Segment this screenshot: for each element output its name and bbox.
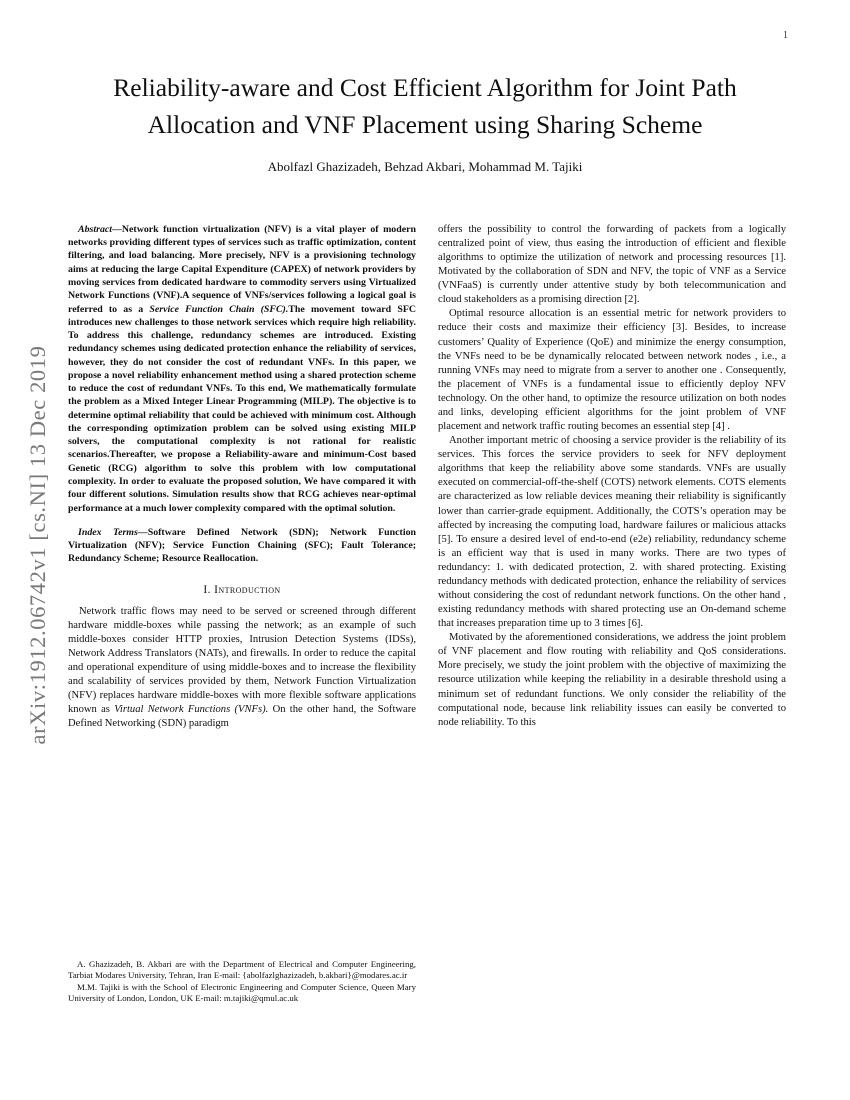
paper-header <box>0 0 850 175</box>
abstract-italic-term: Service Function Chain (SFC). <box>149 303 289 315</box>
author-footnote <box>68 945 416 1005</box>
abstract-label: Abstract— <box>78 223 122 235</box>
paper-title: Reliability-aware and Cost Efficient Algorithm for Joint Path Allocation and VNF Placement using Sharing Scheme <box>113 73 737 139</box>
two-column-body <box>68 223 786 1005</box>
body-paragraph: Another important metric of choosing a service provider is the reliability of its services. This forces the service providers to seek for NFV deployment algorithms that keep the reliability above some standards. VNFs are usually executed on commercial-off-the-shelf (COTS) network elements. COTS elements are characterized as low reliable devices meaning their reliability is significantly lower than carrier-grade equipment. Additionally, the COTS’s operation may be affected by increasing the computing load, hardware failures or malicious attacks [5]. To ensure a desired level of end-to-end (e2e) reliability, redundancy scheme is an efficient way that is used in many works. There are two types of redundancy: 1. with dedicated protection, 2. with shared protecting. Existing redundancy methods with dedicated protection, enhance the reliability of services without considering the cost of redundant network functions. On the other hand , existing redundancy methods with shared protecting use an On-demand scheme that increases preparation time up to 3 times [6]. <box>438 435 786 630</box>
index-terms-label: Index Terms— <box>78 526 148 538</box>
body-paragraph: offers the possibility to control the forwarding of packets from a logically centralized point of view, thus easing the introduction of efficient and flexible algorithms to optimize the utilization of network and processing resources [1]. Motivated by the collaboration of SDN and NFV, the topic of VNF as a Service (VNFaaS) is currently under attentive study by both telecommunication and cloud stakeholders as a promising direction [2]. <box>438 223 786 306</box>
page-number: 1 <box>783 30 788 41</box>
introduction-italic-term: Virtual Network Functions (VNFs). <box>114 704 269 716</box>
right-column <box>438 223 786 1005</box>
section-heading-introduction: I. Introduction <box>203 583 281 596</box>
index-terms-text: Software Defined Network (SDN); Network Function Virtualization (NFV); Service Function Chaining (SFC); Fault Tolerance; Redundancy Scheme; Resource Reallocation. <box>68 526 416 565</box>
left-column <box>68 223 416 1005</box>
arxiv-watermark: arXiv:1912.06742v1 [cs.NI] 13 Dec 2019 <box>25 345 50 745</box>
footnote-affiliation-2: M.M. Tajiki is with the School of Electronic Engineering and Computer Science, Queen Mary University of London, London, UK E-mail: m.tajiki@qmul.ac.uk <box>68 981 416 1004</box>
body-paragraph: Motivated by the aforementioned considerations, we address the joint problem of VNF placement and flow routing with reliability and QoS considerations. More precisely, we study the joint problem with the objective of maximizing the resource utilization while keeping the reliability in a desirable threshold using a minimum set of redundant functions. We only consider the reliability of the computational node, because link reliability issues can easily be converted to node reliability. To this <box>438 632 786 728</box>
introduction-text-1: Network traffic flows may need to be served or screened through different hardware middle-boxes while passing the network; as an example of such middle-boxes consider HTTP proxies, Intrusion Detection Systems (IDSs), Network Address Translators (NATs), and firewalls. In order to reduce the capital and operational expenditure of using middle-boxes and to increase the flexibility and scalability of services provided by them, Network Function Virtualization (NFV) replaces hardware middle-boxes with more flexible software applications known as <box>68 605 416 716</box>
introduction-paragraph <box>68 605 416 732</box>
paper-authors: Abolfazl Ghazizadeh, Behzad Akbari, Mohammad M. Tajiki <box>267 158 583 174</box>
abstract-text-1: Network function virtualization (NFV) is a vital player of modern networks providing different types of services such as traffic optimization, content filtering, and load balancing. More precisely, NFV is a provisioning technology aims at reducing the large Capital Expenditure (CAPEX) of network providers by moving services from dedicated hardware to commodity servers using Virtualized Network Functions (VNF).A sequence of VNFs/services following a logical goal is referred to as a <box>68 223 416 315</box>
abstract-text-2: The movement toward SFC introduces new challenges to those network services which require high reliability. To address this challenge, redundancy schemes are introduced. Existing redundancy schemes using dedicated protection enhance the reliability of services, however, they do not consider the cost of redundant VNFs. In this paper, we propose a novel reliability enhancement method using a shared protection scheme to reduce the cost of redundant VNFs. To this end, We mathematically formulate the problem as a Mixed Integer Linear Programming (MILP). The objective is to determine optimal reliability that could be achieved with minimum cost. Although the corresponding optimization problem can be solved using existing MILP solvers, the computational complexity is not rational for realistic scenarios.Thereafter, we propose a Reliability-aware and minimum-Cost based Genetic (RCG) algorithm to solve this problem with low computational complexity. In order to evaluate the proposed solution, We have compared it with four different solutions. Simulation results show that RCG achieves near-optimal performance at a much lower complexity compared with the optimal solution. <box>68 303 416 514</box>
footnote-affiliation-1: A. Ghazizadeh, B. Akbari are with the Department of Electrical and Computer Engineering, Tarbiat Modares University, Tehran, Iran E-mail: {abolfazlghazizadeh, b.akbari}@modares.ac.ir <box>68 958 416 981</box>
introduction-text-2: On the other hand, the Software Defined Networking (SDN) paradigm <box>68 704 416 730</box>
body-paragraph: Optimal resource allocation is an essential metric for network providers to reduce their costs and maximize their efficiency [3]. Besides, to increase customers’ Quality of Experience (QoE) and minimize the energy consumption, the VNFs need to be be dynamically relocated between network nodes , i.e., a running VNFs may need to migrate from a server to another one . Consequently, the placement of VNFs is a fundamental issue to efficiently deploy NFV technology. On the other hand, to optimize the resource utilization on both nodes and links, developing efficient algorithms for the joint problem of VNF placement and network traffic routing becomes an essential step [4] . <box>438 308 786 433</box>
index-terms <box>68 526 416 566</box>
abstract <box>68 223 416 515</box>
